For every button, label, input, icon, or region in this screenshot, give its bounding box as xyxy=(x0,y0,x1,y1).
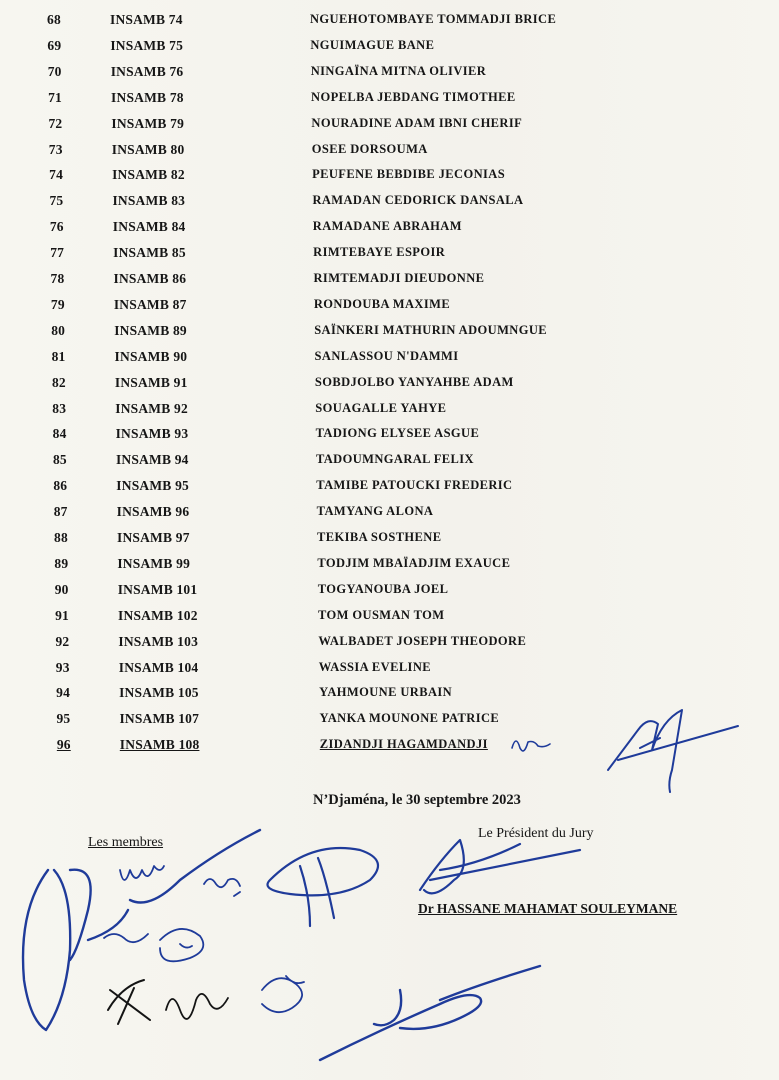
row-name: OSEE DORSOUMA xyxy=(311,141,428,156)
row-number: 71 xyxy=(48,89,62,105)
row-number: 90 xyxy=(54,581,69,597)
row-number: 76 xyxy=(49,219,64,235)
row-name: TADOUMNGARAL FELIX xyxy=(315,452,474,467)
row-name: YAHMOUNE URBAIN xyxy=(319,685,453,700)
table-row xyxy=(34,38,634,62)
row-number: 93 xyxy=(55,659,70,675)
row-name: WASSIA EVELINE xyxy=(318,659,431,674)
row-code: INSAMB 97 xyxy=(117,530,190,545)
row-code: INSAMB 80 xyxy=(111,141,185,157)
signature-members-3 xyxy=(268,848,379,926)
row-number: 83 xyxy=(52,400,67,416)
row-code: INSAMB 83 xyxy=(112,193,186,209)
table-row xyxy=(40,452,640,476)
row-number: 95 xyxy=(56,711,71,727)
row-number: 89 xyxy=(54,555,69,571)
table-row xyxy=(42,634,642,658)
row-code: INSAMB 79 xyxy=(111,115,185,131)
row-name: SAÏNKERI MATHURIN ADOUMNGUE xyxy=(314,322,547,337)
row-code: INSAMB 96 xyxy=(116,504,190,520)
row-number: 70 xyxy=(47,63,62,79)
row-code: INSAMB 102 xyxy=(118,607,198,623)
table-row xyxy=(38,323,638,347)
row-code: INSAMB 94 xyxy=(115,452,189,468)
table-row xyxy=(43,685,643,709)
signature-members-1 xyxy=(120,866,164,880)
signature-members-4 xyxy=(104,929,203,961)
table-row xyxy=(44,737,644,761)
row-code: INSAMB 105 xyxy=(119,685,199,701)
table-row xyxy=(35,64,635,88)
row-name: YANKA MOUNONE PATRICE xyxy=(319,711,500,726)
table-row xyxy=(37,245,637,269)
row-name: SOBDJOLBO YANYAHBE ADAM xyxy=(314,374,514,389)
signature-members-5 xyxy=(108,980,150,1024)
table-row xyxy=(41,530,641,554)
row-code: INSAMB 92 xyxy=(115,400,188,416)
table-row xyxy=(42,582,642,606)
signature-bottom-large xyxy=(320,966,540,1060)
table-row xyxy=(40,426,640,450)
table-row xyxy=(35,116,635,140)
row-name: PEUFENE BEBDIBE JECONIAS xyxy=(312,167,506,182)
row-number: 88 xyxy=(54,530,68,545)
row-name: RIMTEBAYE ESPOIR xyxy=(313,245,446,260)
table-row xyxy=(41,556,641,580)
row-number: 78 xyxy=(50,271,65,286)
row-name: NGUIMAGUE BANE xyxy=(310,37,435,52)
row-name: TAMIBE PATOUCKI FREDERIC xyxy=(316,478,513,493)
row-code: INSAMB 87 xyxy=(113,296,187,312)
row-name: NOPELBA JEBDANG TIMOTHEE xyxy=(311,89,516,104)
table-row xyxy=(36,193,636,217)
row-name: NGUEHOTOMBAYE TOMMADJI BRICE xyxy=(310,12,557,26)
row-name: WALBADET JOSEPH THEODORE xyxy=(318,633,527,648)
row-number: 86 xyxy=(53,478,68,494)
row-name: RAMADAN CEDORICK DANSALA xyxy=(312,193,524,208)
row-name: TAMYANG ALONA xyxy=(316,504,434,519)
row-code: INSAMB 85 xyxy=(113,245,186,261)
row-number: 69 xyxy=(47,37,62,53)
row-number: 77 xyxy=(50,245,65,261)
table-row xyxy=(41,504,641,528)
row-name: TADIONG ELYSEE ASGUE xyxy=(315,426,480,441)
president-name: Dr HASSANE MAHAMAT SOULEYMANE xyxy=(418,901,678,916)
signature-members-7 xyxy=(262,976,304,1012)
table-row xyxy=(36,167,636,191)
row-number: 81 xyxy=(51,348,66,364)
table-row xyxy=(43,711,643,735)
signature-left-large xyxy=(23,830,260,1030)
table-row xyxy=(40,478,640,502)
row-name: ZIDANDJI HAGAMDANDJI xyxy=(319,737,488,752)
row-code: INSAMB 84 xyxy=(112,219,186,235)
table-row xyxy=(38,297,638,321)
row-name: RONDOUBA MAXIME xyxy=(313,296,451,311)
row-code: INSAMB 99 xyxy=(117,555,191,571)
row-code: INSAMB 104 xyxy=(118,659,199,675)
row-code: INSAMB 107 xyxy=(119,711,200,727)
row-code: INSAMB 93 xyxy=(115,426,189,442)
table-row xyxy=(35,90,635,114)
row-name: TOGYANOUBA JOEL xyxy=(317,581,449,596)
row-name: NOURADINE ADAM IBNI CHERIF xyxy=(311,115,523,130)
table-row xyxy=(38,271,638,295)
row-number: 74 xyxy=(49,167,64,183)
table-row xyxy=(37,219,637,243)
signature-members-6 xyxy=(166,994,228,1019)
signature-president xyxy=(420,840,580,893)
table-row xyxy=(36,142,636,166)
row-code: INSAMB 103 xyxy=(118,633,199,649)
president-title: Le Président du Jury xyxy=(478,826,594,841)
row-number: 91 xyxy=(55,607,69,623)
table-row xyxy=(39,375,639,399)
row-code: INSAMB 75 xyxy=(110,37,184,53)
row-code: INSAMB 74 xyxy=(110,12,183,27)
row-number: 85 xyxy=(52,452,67,468)
row-name: RIMTEMADJI DIEUDONNE xyxy=(313,271,485,285)
row-number: 92 xyxy=(55,633,70,649)
table-row xyxy=(42,608,642,632)
row-name: TODJIM MBAÏADJIM EXAUCE xyxy=(317,555,511,570)
row-code: INSAMB 101 xyxy=(117,581,198,597)
row-number: 87 xyxy=(53,504,68,520)
row-number: 80 xyxy=(51,322,66,338)
table-row xyxy=(34,12,634,36)
table-row xyxy=(39,401,639,425)
row-number: 73 xyxy=(48,141,63,157)
row-name: RAMADANE ABRAHAM xyxy=(312,219,462,234)
members-label: Les membres xyxy=(88,835,164,850)
row-number: 68 xyxy=(47,12,61,27)
row-code: INSAMB 108 xyxy=(119,737,200,753)
row-name: SANLASSOU N'DAMMI xyxy=(314,348,459,363)
row-code: INSAMB 89 xyxy=(114,322,187,338)
row-code: INSAMB 76 xyxy=(110,63,184,79)
row-number: 72 xyxy=(48,115,63,131)
table-row xyxy=(43,660,643,684)
row-code: INSAMB 91 xyxy=(114,374,188,390)
date-line: N’Djaména, le 30 septembre 2023 xyxy=(313,792,521,808)
row-name: TEKIBA SOSTHENE xyxy=(317,530,442,544)
row-number: 75 xyxy=(49,193,64,209)
row-number: 84 xyxy=(52,426,67,442)
table-row xyxy=(39,349,639,373)
row-code: INSAMB 78 xyxy=(111,89,184,105)
row-code: INSAMB 86 xyxy=(113,271,187,286)
row-code: INSAMB 95 xyxy=(116,478,189,494)
row-code: INSAMB 82 xyxy=(112,167,185,183)
row-number: 82 xyxy=(51,374,66,390)
row-code: INSAMB 90 xyxy=(114,348,188,364)
row-name: NINGAÏNA MITNA OLIVIER xyxy=(310,63,487,78)
row-name: TOM OUSMAN TOM xyxy=(318,607,445,622)
row-number: 94 xyxy=(56,685,71,701)
row-number: 96 xyxy=(56,737,71,753)
row-name: SOUAGALLE YAHYE xyxy=(315,400,447,415)
signature-members-2 xyxy=(204,879,240,896)
row-number: 79 xyxy=(50,296,65,312)
